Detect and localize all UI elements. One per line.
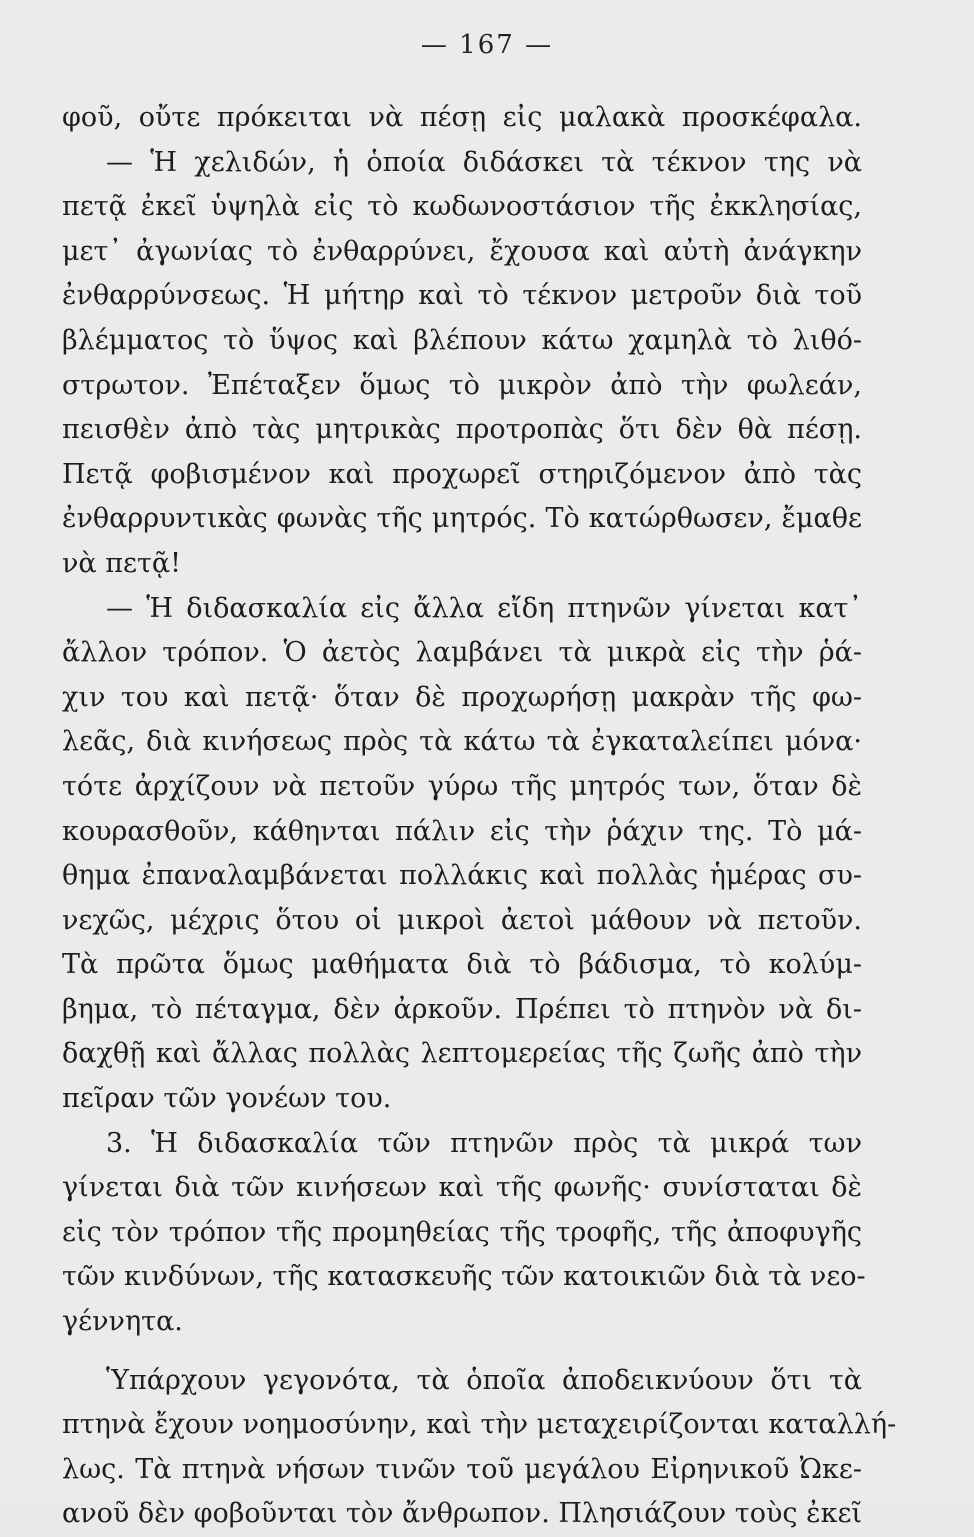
text-line: τότε ἀρχίζουν νὰ πετοῦν γύρω τῆς μητρός των, ὅταν δὲ bbox=[62, 770, 862, 802]
text-line: πεισθὲν ἀπὸ τὰς μητρικὰς προτροπὰς ὅτι δὲν θὰ πέσῃ. bbox=[62, 414, 862, 446]
text-line: ανοῦ δὲν φοβοῦνται τὸν ἄνθρωπον. Πλησιάζουν τοὺς ἐκεῖ bbox=[62, 1498, 863, 1530]
text-line: ἄλλον τρόπον. Ὁ ἀετὸς λαμβάνει τὰ μικρὰ εἰς τὴν ῥά- bbox=[62, 637, 862, 669]
text-line: Τὰ πρῶτα ὅμως μαθήματα διὰ τὸ βάδισμα, τὸ κολύμ- bbox=[62, 949, 862, 981]
text-line: 3. Ἡ διδασκαλία τῶν πτηνῶν πρὸς τὰ μικρά των bbox=[106, 1127, 862, 1159]
text-line: — Ἡ διδασκαλία εἰς ἄλλα εἴδη πτηνῶν γίνεται κατ᾽ bbox=[106, 592, 862, 624]
text-line: τῶν κινδύνων, τῆς κατασκευῆς τῶν κατοικιῶν διὰ τὰ νεο- bbox=[62, 1261, 866, 1293]
text-line: λεᾶς, διὰ κινήσεως πρὸς τὰ κάτω τὰ ἐγκαταλείπει μόνα· bbox=[62, 726, 862, 758]
paragraph-spacer bbox=[62, 1345, 862, 1359]
text-line: μετ᾽ ἀγωνίας τὸ ἐνθαρρύνει, ἔχουσα καὶ αὐτὴ ἀνάγκην bbox=[62, 235, 862, 267]
text-line: βημα, τὸ πέταγμα, δὲν ἀρκοῦν. Πρέπει τὸ πτηνὸν νὰ δι- bbox=[62, 993, 862, 1025]
text-line: ἐνθαρρύνσεως. Ἡ μήτηρ καὶ τὸ τέκνον μετροῦν διὰ τοῦ bbox=[62, 280, 862, 312]
text-line: βλέμματος τὸ ὕψος καὶ βλέπουν κάτω χαμηλὰ τὸ λιθό- bbox=[62, 324, 862, 356]
text-line: φοῦ, οὔτε πρόκειται νὰ πέσῃ εἰς μαλακὰ προσκέφαλα. bbox=[62, 102, 862, 133]
text-line: κουρασθοῦν, κάθηνται πάλιν εἰς τὴν ῥάχιν της. Τὸ μά- bbox=[62, 815, 862, 847]
body-text bbox=[62, 96, 897, 1537]
text-line: πετᾷ ἐκεῖ ὑψηλὰ εἰς τὸ κωδωνοστάσιον τῆς ἐκκλησίας, bbox=[62, 191, 862, 223]
text-line: ἐνθαρρυντικὰς φωνὰς τῆς μητρός. Τὸ κατώρθωσεν, ἔμαθε bbox=[62, 503, 862, 535]
text-line: εἰς τὸν τρόπον τῆς προμηθείας τῆς τροφῆς, τῆς ἀποφυγῆς bbox=[62, 1216, 862, 1248]
text-line: γίνεται διὰ τῶν κινήσεων καὶ τῆς φωνῆς· συνίσταται δὲ bbox=[62, 1172, 862, 1204]
text-line: Πετᾷ φοβισμένον καὶ προχωρεῖ στηριζόμενον ἀπὸ τὰς bbox=[62, 458, 862, 490]
page-number: — 167 — bbox=[420, 30, 554, 60]
text-line: γέννητα. bbox=[62, 1306, 183, 1338]
text-line: Ὑπάρχουν γεγονότα, τὰ ὁποῖα ἀποδεικνύουν ὅτι τὰ bbox=[106, 1364, 862, 1396]
text-line: πεῖραν τῶν γονέων του. bbox=[62, 1083, 392, 1115]
text-line: χιν του καὶ πετᾷ· ὅταν δὲ προχωρήσῃ μακρὰν τῆς φω- bbox=[62, 681, 862, 713]
text-line: στρωτον. Ἐπέταξεν ὅμως τὸ μικρὸν ἀπὸ τὴν φωλεάν, bbox=[62, 369, 862, 401]
text-line: δαχθῇ καὶ ἄλλας πολλὰς λεπτομερείας τῆς ζωῆς ἀπὸ τὴν bbox=[62, 1038, 862, 1070]
text-line: λως. Τὰ πτηνὰ νήσων τινῶν τοῦ μεγάλου Εἰρηνικοῦ Ὠκε- bbox=[62, 1453, 862, 1485]
text-line: νεχῶς, μέχρις ὅτου οἱ μικροὶ ἀετοὶ μάθουν νὰ πετοῦν. bbox=[62, 904, 862, 936]
text-line: νὰ πετᾷ! bbox=[62, 547, 181, 579]
text-line: θημα ἐπαναλαμβάνεται πολλάκις καὶ πολλὰς ἡμέρας συ- bbox=[62, 860, 862, 892]
text-line: πτηνὰ ἔχουν νοημοσύνην, καὶ τὴν μεταχειρίζονται καταλλή- bbox=[62, 1409, 897, 1441]
text-line: — Ἡ χελιδών, ἡ ὁποία διδάσκει τὰ τέκνον της νὰ bbox=[106, 146, 862, 178]
